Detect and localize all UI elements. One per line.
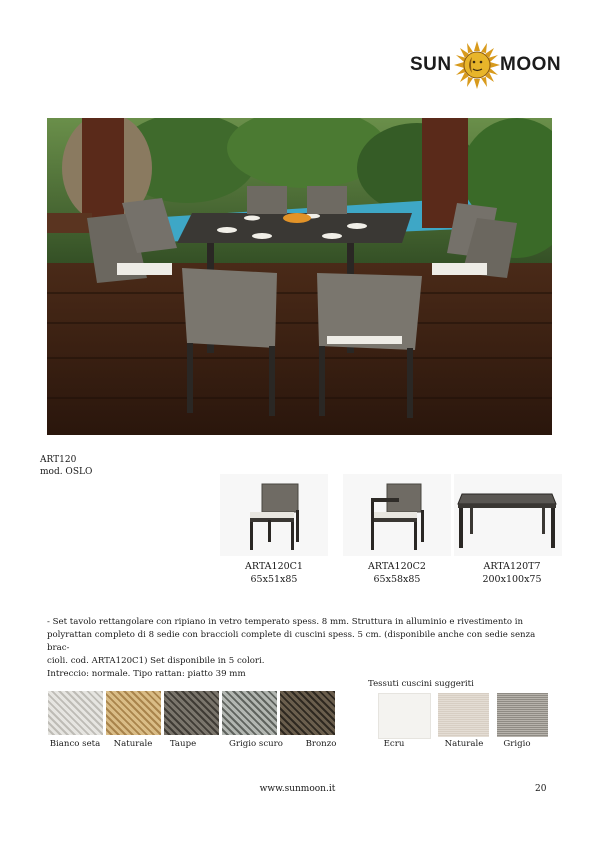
color-label-taupe: Taupe [169, 739, 197, 749]
product-reference [40, 454, 92, 478]
product-description [47, 616, 557, 681]
color-swatch-bianco-seta [48, 691, 103, 735]
color-swatch-grigio-scuro [222, 691, 277, 735]
sun-moon-emblem-icon [454, 40, 500, 90]
color-swatch-taupe [164, 691, 219, 735]
fabric-label-naturale: Naturale [444, 739, 484, 749]
product-dims-1: 65x51x85 [250, 574, 298, 585]
fabric-swatch-ecru [378, 693, 431, 739]
fabric-label-ecru: Ecru [383, 739, 405, 749]
color-swatch-naturale [106, 691, 161, 735]
product-image-table [454, 474, 562, 556]
product-image-armchair [343, 474, 451, 556]
page-number: 20 [535, 784, 547, 794]
hero-photo [47, 118, 552, 435]
product-label-3 [458, 560, 566, 586]
product-dims-2: 65x58x85 [373, 574, 421, 585]
color-label-naturale: Naturale [113, 739, 153, 749]
fabric-label-grigio: Grigio [503, 739, 531, 749]
description-line-2: polyrattan completo di 8 sedie con braccioli complete di cuscini spess. 5 cm. (disponibile anche con sedie senza brac- [47, 630, 536, 653]
fabrics-title: Tessuti cuscini suggeriti [368, 679, 474, 689]
color-label-bianco-seta: Bianco seta [49, 739, 101, 749]
description-line-3: cioli. cod. ARTA120C1) Set disponibile in 5 colori. [47, 656, 265, 666]
logo-text-right: MOON [500, 54, 562, 75]
product-code-2: ARTA120C2 [368, 561, 426, 572]
brand-logo [410, 40, 562, 90]
product-label-1 [220, 560, 328, 586]
color-swatch-bronzo [280, 691, 335, 735]
color-label-grigio-scuro: Grigio scuro [229, 739, 283, 749]
footer-website-link[interactable]: www.sunmoon.it [259, 784, 336, 794]
product-label-2 [343, 560, 451, 586]
description-line-1: - Set tavolo rettangolare con ripiano in vetro temperato spess. 8 mm. Struttura in alluminio e rivestimento in [47, 617, 524, 627]
product-dims-3: 200x100x75 [482, 574, 542, 585]
fabric-swatch-naturale [438, 693, 489, 737]
color-label-bronzo: Bronzo [305, 739, 337, 749]
fabric-swatch-grigio [497, 693, 548, 737]
product-code-1: ARTA120C1 [245, 561, 303, 572]
product-model: mod. OSLO [40, 467, 93, 477]
product-code: ART120 [40, 455, 77, 465]
description-line-4: Intreccio: normale. Tipo rattan: piatto 39 mm [47, 669, 246, 679]
logo-text-left: SUN [410, 54, 452, 75]
product-image-side-chair [220, 474, 328, 556]
product-code-3: ARTA120T7 [483, 561, 541, 572]
